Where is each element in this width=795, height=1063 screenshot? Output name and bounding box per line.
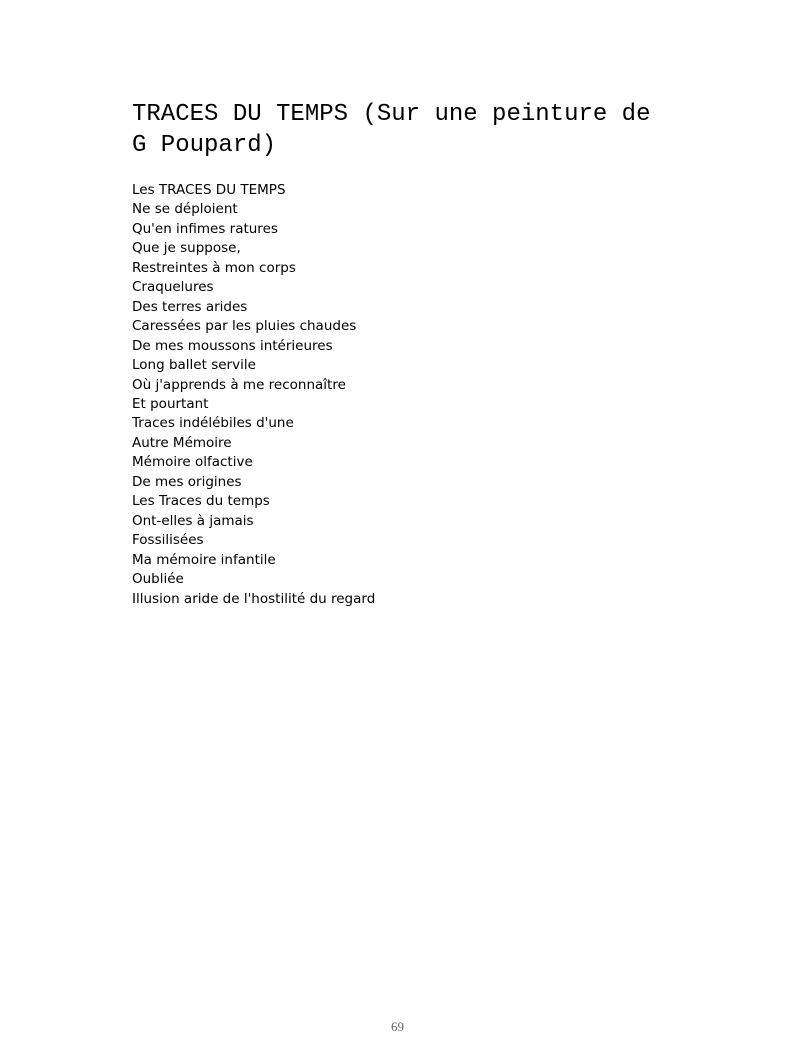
- poem-title: TRACES DU TEMPS (Sur une peinture de G Poupard): [132, 101, 651, 159]
- poem-body: [132, 181, 375, 609]
- poem-line: Mémoire olfactive: [132, 454, 253, 471]
- poem-line: Des terres arides: [132, 298, 248, 315]
- poem-line: Qu'en infimes ratures: [132, 220, 278, 237]
- poem-line: Traces indélébiles d'une: [132, 415, 294, 432]
- poem-line: Fossilisées: [132, 532, 204, 549]
- poem-line: Et pourtant: [132, 395, 209, 412]
- poem-line: Ont-elles à jamais: [132, 512, 254, 529]
- page-number: 69: [391, 1019, 404, 1034]
- poem-line: Ma mémoire infantile: [132, 551, 276, 568]
- poem-line: Illusion aride de l'hostilité du regard: [132, 590, 376, 607]
- poem-line: Que je suppose,: [132, 240, 241, 257]
- poem-line: Craquelures: [132, 279, 214, 296]
- poem-line: Caressées par les pluies chaudes: [132, 318, 357, 335]
- poem-line: Ne se déploient: [132, 201, 238, 218]
- poem-line: Où j'apprends à me reconnaître: [132, 376, 346, 393]
- poem-line: Autre Mémoire: [132, 434, 232, 451]
- poem-line: Les Traces du temps: [132, 493, 270, 510]
- poem-line: Les TRACES DU TEMPS: [132, 182, 286, 198]
- poem-line: De mes moussons intérieures: [132, 337, 333, 354]
- poem-line: Long ballet servile: [132, 357, 256, 374]
- poem-line: Restreintes à mon corps: [132, 259, 296, 276]
- poem-line: De mes origines: [132, 473, 242, 490]
- poem-line: Oubliée: [132, 571, 184, 588]
